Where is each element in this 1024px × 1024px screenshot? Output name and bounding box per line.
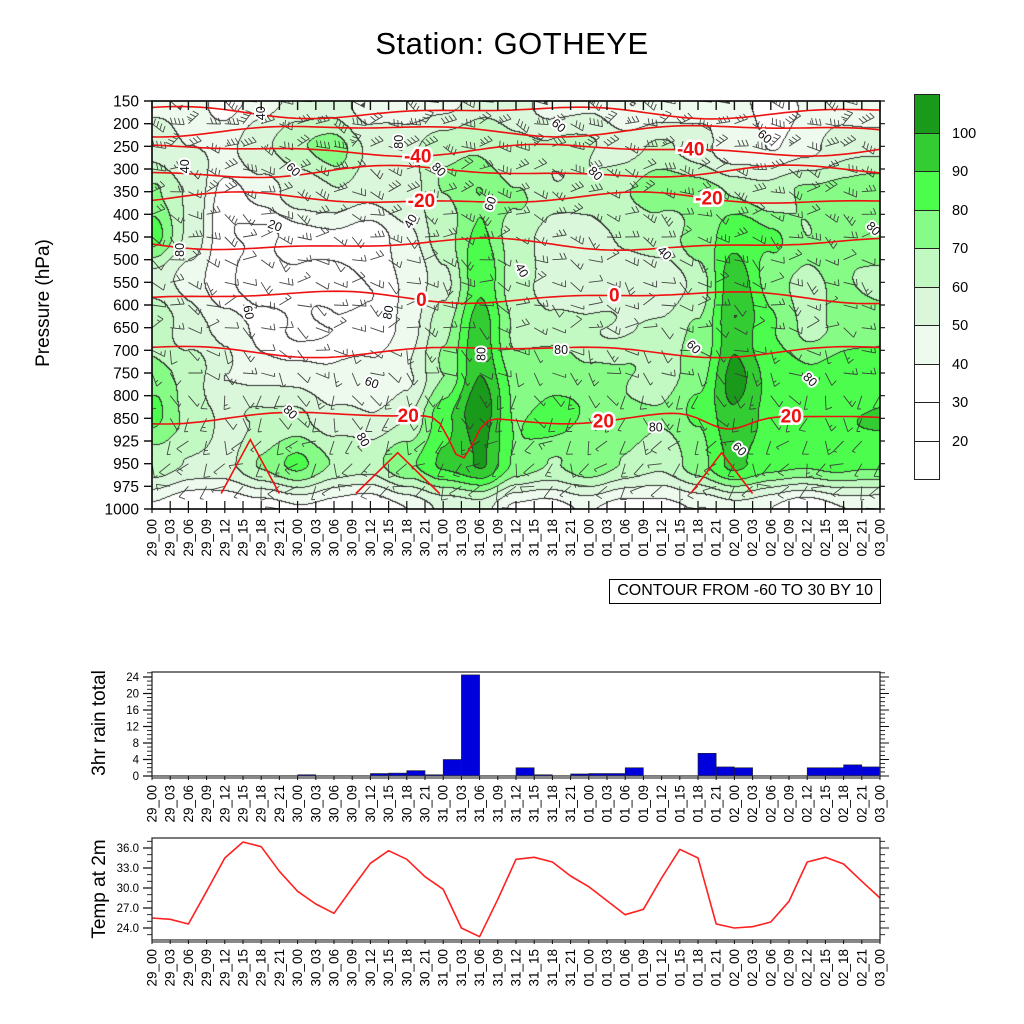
colorbar-tick-label: 50 — [952, 318, 969, 334]
x-tick-label: 02_03 — [745, 949, 761, 987]
x-tick-label: 31_06 — [472, 785, 488, 823]
pressure-tick-label: 150 — [113, 93, 139, 111]
rain-panel-border — [152, 672, 880, 776]
humidity-contour-label: 80 — [648, 420, 663, 435]
x-tick-label: 02_06 — [763, 519, 779, 557]
x-tick-label: 31_03 — [453, 519, 469, 557]
rain-ytick-label: 8 — [132, 737, 139, 750]
x-tick-label: 02_18 — [836, 785, 852, 823]
colorbar-tick-label: 100 — [952, 125, 977, 142]
x-tick-label: 30_18 — [399, 519, 415, 557]
x-tick-label: 29_12 — [217, 785, 233, 823]
x-tick-label: 30_18 — [399, 785, 415, 823]
x-tick-label: 01_18 — [690, 949, 706, 987]
colorbar-tick-label: 90 — [952, 164, 969, 180]
x-tick-label: 30_15 — [381, 519, 397, 557]
rain-panel — [152, 672, 880, 778]
humidity-contour-label: 80 — [392, 134, 407, 149]
x-tick-label: 30_21 — [417, 519, 433, 557]
humidity-contour-label: 60 — [240, 304, 257, 321]
x-tick-label: 01_15 — [672, 785, 688, 823]
x-tick-label: 30_21 — [417, 785, 433, 823]
x-tick-label: 30_06 — [326, 785, 342, 823]
pressure-tick-label: 250 — [113, 138, 139, 156]
x-tick-label: 30_15 — [381, 949, 397, 987]
x-tick-label: 29_15 — [235, 785, 251, 823]
x-tick-label: 02_00 — [726, 785, 742, 823]
rain-bar — [844, 765, 862, 776]
x-tick-label: 02_21 — [854, 785, 870, 823]
x-tick-label: 31_09 — [490, 949, 506, 987]
colorbar-cell — [914, 402, 940, 442]
humidity-contour-label: 80 — [585, 163, 606, 184]
humidity-contour-label: 40 — [654, 243, 675, 264]
pressure-axis-label: Pressure (hPa) — [33, 239, 54, 367]
x-tick-label: 02_03 — [745, 519, 761, 557]
rain-ytick-label: 12 — [126, 721, 139, 734]
pressure-tick-label: 600 — [113, 297, 139, 315]
x-tick-label: 31_09 — [490, 785, 506, 823]
pressure-ticks — [144, 101, 152, 509]
x-tick-label: 01_03 — [599, 785, 615, 823]
red-temperature-contours — [152, 107, 880, 494]
temperature-contour-label: 20 — [397, 405, 419, 427]
pressure-tick-label: 950 — [113, 456, 139, 474]
rain-axis-label: 3hr rain total — [89, 670, 110, 776]
x-tick-label: 31_12 — [508, 785, 524, 823]
rain-bar — [516, 768, 534, 776]
x-tick-label: 29_09 — [199, 785, 215, 823]
pressure-tick-labels — [105, 94, 140, 519]
humidity-contour-label: 80 — [554, 342, 569, 357]
x-tick-label: 02_21 — [854, 519, 870, 557]
temp-ytick-label: 33.0 — [116, 863, 139, 875]
colorbar — [914, 95, 940, 480]
x-tick-label: 29_00 — [144, 785, 160, 823]
x-tick-label: 02_15 — [817, 949, 833, 987]
rain-ytick-label: 16 — [126, 704, 139, 717]
pressure-tick-label: 550 — [113, 274, 139, 292]
x-tick-label: 29_06 — [180, 519, 196, 557]
x-tick-label: 31_03 — [453, 785, 469, 823]
temperature-contour-line — [691, 453, 753, 494]
x-tick-label: 02_18 — [836, 949, 852, 987]
rain-bar — [807, 768, 825, 776]
x-tick-label: 31_12 — [508, 519, 524, 557]
main-x-tick-labels — [145, 519, 888, 557]
pressure-tick-label: 300 — [113, 161, 139, 179]
x-tick-label: 01_00 — [581, 785, 597, 823]
x-tick-label: 01_00 — [581, 949, 597, 987]
colorbar-cell — [914, 325, 940, 365]
humidity-contour-label: 60 — [362, 373, 381, 392]
humidity-contour-label: 80 — [280, 402, 301, 423]
x-tick-label: 02_12 — [799, 519, 815, 557]
x-tick-label: 30_03 — [308, 519, 324, 557]
temp-right-ticks — [880, 841, 889, 934]
x-tick-label: 30_09 — [344, 519, 360, 557]
x-tick-label: 03_00 — [872, 785, 888, 823]
temp-ytick-label: 27.0 — [116, 903, 139, 915]
wind-barb-pennants — [177, 90, 893, 111]
rain-bar — [862, 767, 880, 776]
rain-bar — [443, 759, 461, 776]
pressure-tick-label: 925 — [113, 433, 139, 451]
x-tick-label: 01_06 — [617, 949, 633, 987]
page-title: Station: GOTHEYE — [375, 26, 649, 61]
rain-ytick-labels — [126, 672, 139, 783]
pressure-tick-label: 200 — [113, 116, 139, 134]
pressure-tick-label: 500 — [113, 252, 139, 270]
pressure-tick-label: 1000 — [104, 501, 139, 519]
temp-x-ticks — [152, 940, 880, 944]
x-tick-label: 01_12 — [654, 785, 670, 823]
x-tick-label: 29_21 — [271, 785, 287, 823]
rain-ytick-label: 24 — [126, 671, 139, 684]
x-tick-label: 02_09 — [781, 519, 797, 557]
x-tick-label: 02_06 — [763, 785, 779, 823]
temperature-contour-label: -40 — [403, 146, 432, 168]
rain-x-tick-labels — [145, 785, 888, 823]
x-tick-label: 02_00 — [726, 949, 742, 987]
rain-ytick-label: 4 — [132, 754, 139, 767]
humidity-contour-label: 60 — [283, 159, 304, 180]
colorbar-cell — [914, 248, 940, 288]
x-tick-label: 03_00 — [872, 949, 888, 987]
temperature-contour-label: 20 — [592, 411, 614, 433]
pressure-tick-label: 650 — [113, 320, 139, 338]
x-tick-label: 01_12 — [654, 519, 670, 557]
colorbar-cell — [914, 287, 940, 327]
pressure-tick-label: 400 — [113, 206, 139, 224]
x-tick-label: 01_00 — [581, 519, 597, 557]
x-tick-label: 01_15 — [672, 519, 688, 557]
x-tick-label: 01_09 — [635, 785, 651, 823]
x-tick-label: 02_03 — [745, 785, 761, 823]
x-tick-label: 02_15 — [817, 519, 833, 557]
main-x-ticks-top — [152, 101, 880, 110]
colorbar-tick-label: 30 — [952, 395, 969, 411]
x-tick-label: 29_21 — [271, 519, 287, 557]
x-tick-label: 31_00 — [435, 519, 451, 557]
x-tick-label: 30_12 — [362, 949, 378, 987]
x-tick-label: 30_06 — [326, 519, 342, 557]
colorbar-cell — [914, 133, 940, 173]
rain-bar — [734, 768, 752, 776]
temperature-contour-label: 20 — [780, 406, 802, 428]
x-tick-label: 29_06 — [180, 949, 196, 987]
x-tick-label: 01_03 — [599, 519, 615, 557]
pressure-tick-label: 850 — [113, 410, 139, 428]
x-tick-label: 30_12 — [362, 785, 378, 823]
colorbar-tick-label: 60 — [952, 279, 969, 296]
temperature-contour-label: 0 — [608, 285, 620, 307]
humidity-contour-label: 60 — [481, 194, 500, 213]
x-tick-label: 29_00 — [144, 949, 160, 987]
colorbar-cell — [914, 171, 940, 211]
pressure-tick-label: 450 — [113, 229, 139, 247]
rain-right-ticks — [880, 673, 889, 776]
x-tick-label: 31_06 — [472, 949, 488, 987]
x-tick-label: 01_15 — [672, 949, 688, 987]
x-tick-label: 29_18 — [253, 519, 269, 557]
colorbar-cell — [914, 94, 940, 134]
x-tick-label: 02_12 — [799, 785, 815, 823]
temp-ytick-labels — [117, 843, 139, 935]
x-tick-label: 01_18 — [690, 785, 706, 823]
rain-x-ticks — [152, 776, 880, 780]
x-tick-label: 30_03 — [308, 785, 324, 823]
x-tick-label: 29_12 — [217, 949, 233, 987]
x-tick-label: 30_09 — [344, 785, 360, 823]
x-tick-label: 30_15 — [381, 785, 397, 823]
x-tick-label: 31_00 — [435, 949, 451, 987]
rain-ytick-label: 0 — [132, 771, 139, 783]
x-tick-label: 01_09 — [635, 519, 651, 557]
x-tick-label: 30_00 — [290, 785, 306, 823]
x-tick-label: 31_21 — [563, 785, 579, 823]
x-tick-label: 31_18 — [544, 949, 560, 987]
x-tick-label: 29_09 — [199, 519, 215, 557]
x-tick-label: 30_00 — [290, 949, 306, 987]
humidity-contour-label: 80 — [800, 369, 820, 390]
temperature-contour-label: -20 — [695, 188, 723, 210]
x-tick-label: 31_21 — [563, 519, 579, 557]
x-tick-label: 30_18 — [399, 949, 415, 987]
x-tick-label: 31_00 — [435, 785, 451, 823]
temp-major-ticks — [143, 848, 152, 928]
x-tick-label: 30_09 — [344, 949, 360, 987]
x-tick-label: 29_06 — [180, 785, 196, 823]
temperature-contour-label: -40 — [676, 139, 705, 161]
humidity-contour-label: 20 — [266, 216, 284, 235]
rain-bar — [716, 767, 734, 776]
x-tick-label: 01_21 — [708, 519, 724, 557]
x-tick-label: 31_15 — [526, 785, 542, 823]
temp-ytick-label: 36.0 — [116, 843, 139, 855]
x-tick-label: 31_15 — [526, 519, 542, 557]
x-tick-label: 29_09 — [199, 949, 215, 987]
x-tick-label: 31_03 — [453, 949, 469, 987]
x-tick-label: 02_00 — [726, 519, 742, 557]
pressure-tick-label: 700 — [113, 342, 139, 360]
humidity-contour-label: 80 — [428, 159, 449, 180]
humidity-contour-label: 40 — [401, 211, 421, 231]
humidity-contour-label: 60 — [754, 126, 775, 147]
temperature-contour-line — [152, 238, 880, 250]
x-tick-label: 02_09 — [781, 949, 797, 987]
x-tick-label: 01_12 — [654, 949, 670, 987]
rain-bar — [461, 675, 479, 776]
x-tick-label: 29_12 — [217, 519, 233, 557]
humidity-contour-label: 60 — [548, 115, 569, 136]
x-tick-label: 29_15 — [235, 519, 251, 557]
x-tick-label: 29_03 — [162, 519, 178, 557]
x-tick-label: 29_15 — [235, 949, 251, 987]
x-tick-label: 29_00 — [144, 519, 160, 557]
temp-panel — [152, 838, 880, 942]
humidity-contour-label: 40 — [253, 106, 268, 121]
x-tick-label: 01_21 — [708, 785, 724, 823]
x-tick-label: 01_21 — [708, 949, 724, 987]
colorbar-tick-label: 20 — [952, 433, 969, 450]
x-tick-label: 30_00 — [290, 519, 306, 557]
humidity-contour-label: 80 — [474, 347, 489, 361]
x-tick-label: 30_06 — [326, 949, 342, 987]
x-tick-label: 30_12 — [362, 519, 378, 557]
pressure-tick-label: 975 — [113, 478, 139, 496]
humidity-contour-label: 60 — [683, 337, 704, 357]
pressure-tick-label: 800 — [113, 388, 139, 406]
temp-x-tick-labels — [145, 949, 888, 987]
x-tick-label: 01_03 — [599, 949, 615, 987]
humidity-contour-label: 80 — [173, 242, 188, 257]
pressure-tick-label: 750 — [113, 365, 139, 383]
colorbar-cell — [914, 364, 940, 404]
colorbar-tick-label: 70 — [952, 241, 969, 257]
rain-ytick-label: 20 — [126, 688, 139, 701]
humidity-contour-label: 80 — [380, 304, 397, 321]
contour-note: CONTOUR FROM -60 TO 30 BY 10 — [609, 579, 881, 604]
x-tick-label: 01_09 — [635, 949, 651, 987]
x-tick-label: 01_18 — [690, 519, 706, 557]
x-tick-label: 29_18 — [253, 949, 269, 987]
humidity-contour-label: 60 — [729, 439, 750, 459]
rain-bar — [825, 768, 843, 776]
x-tick-label: 02_21 — [854, 949, 870, 987]
x-tick-label: 31_15 — [526, 949, 542, 987]
rain-bar — [625, 768, 643, 776]
pressure-tick-label: 350 — [113, 184, 139, 202]
temp-axis-label: Temp at 2m — [89, 839, 110, 939]
temperature-contour-label: 0 — [416, 290, 427, 312]
humidity-contour-label: 80 — [353, 430, 373, 450]
temperature-contour-line — [152, 165, 880, 177]
colorbar-cell — [914, 441, 940, 481]
temperature-contour-line — [152, 346, 880, 357]
x-tick-label: 29_18 — [253, 785, 269, 823]
temp-ytick-label: 30.0 — [116, 883, 139, 895]
colorbar-tick-label: 80 — [952, 202, 969, 219]
x-tick-label: 31_18 — [544, 519, 560, 557]
x-tick-label: 02_18 — [836, 519, 852, 557]
x-tick-label: 29_21 — [271, 949, 287, 987]
rain-bar — [698, 753, 716, 776]
temperature-contour-line — [152, 192, 880, 203]
x-tick-label: 29_03 — [162, 949, 178, 987]
rain-bar — [407, 771, 425, 776]
temp-line — [152, 842, 880, 937]
x-tick-label: 01_06 — [617, 785, 633, 823]
temp-ytick-label: 24.0 — [116, 923, 139, 935]
x-tick-label: 01_06 — [617, 519, 633, 557]
main-x-ticks-bottom — [152, 501, 880, 513]
x-tick-label: 02_06 — [763, 949, 779, 987]
x-tick-label: 02_15 — [817, 785, 833, 823]
x-tick-label: 03_00 — [872, 519, 888, 557]
rain-minor-ticks — [147, 673, 152, 772]
humidity-contour-label: 40 — [178, 159, 193, 174]
x-tick-label: 31_06 — [472, 519, 488, 557]
temperature-contour-label: -20 — [407, 191, 436, 213]
humidity-contour-label: 80 — [863, 218, 884, 239]
humidity-contour-label: 40 — [512, 260, 532, 280]
x-tick-label: 31_12 — [508, 949, 524, 987]
x-tick-label: 31_21 — [563, 949, 579, 987]
colorbar-cell — [914, 210, 940, 250]
temperature-contour-line — [152, 291, 880, 303]
x-tick-label: 02_12 — [799, 949, 815, 987]
x-tick-label: 02_09 — [781, 785, 797, 823]
rain-major-ticks — [143, 677, 152, 776]
temp-panel-border — [152, 838, 880, 940]
x-tick-label: 31_18 — [544, 785, 560, 823]
x-tick-label: 31_09 — [490, 519, 506, 557]
x-tick-label: 30_21 — [417, 949, 433, 987]
colorbar-tick-label: 40 — [952, 356, 969, 373]
x-tick-label: 29_03 — [162, 785, 178, 823]
x-tick-label: 30_03 — [308, 949, 324, 987]
